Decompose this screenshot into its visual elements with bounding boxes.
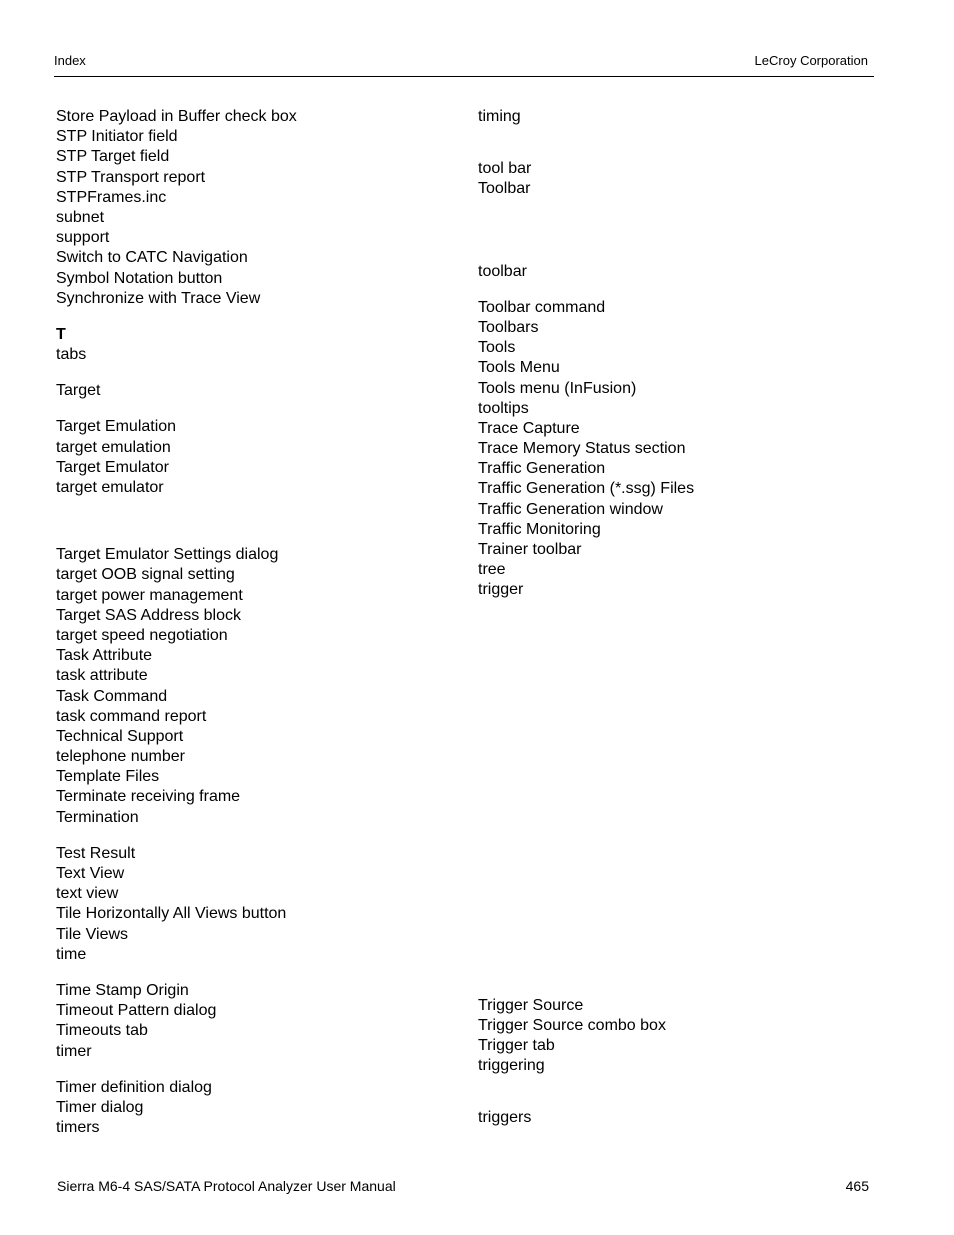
index-entry: target power management [56,586,243,604]
index-entry: Traffic Monitoring [478,520,601,538]
index-letter-heading: T [56,325,66,343]
index-entry: telephone number [56,748,185,766]
index-entry: Technical Support [56,727,184,745]
index-entry: timer [56,1042,92,1060]
index-entry: target emulator [56,479,164,496]
index-entry: Target SAS Address block [56,606,241,624]
index-entry: text view [56,885,119,903]
index-entry: target speed negotiation [56,626,228,644]
index-entry: Target [56,382,101,400]
index-column-left [56,107,466,1138]
index-entry: Trace Memory Status section [478,440,686,458]
index-entry: STP Target field [56,148,170,166]
index-entry: Timer dialog [56,1098,144,1116]
index-entry: Synchronize with Trace View [56,289,261,307]
index-entry: Trigger tab [478,1036,555,1054]
index-entry: Target Emulation [56,418,177,436]
header-divider [54,76,874,77]
index-entry: timers [56,1119,100,1137]
index-entry: triggering [478,1057,545,1075]
index-entry: Trainer toolbar [478,541,582,558]
index-column-right [478,107,888,1129]
index-entry: task attribute [56,667,148,685]
index-entry: Tools menu (InFusion) [478,379,637,397]
index-entry: Text View [56,865,125,882]
index-entry: Toolbar command [478,298,606,316]
index-entry: tabs [56,346,87,364]
index-entry: Task Command [56,687,168,705]
index-entry: Traffic Generation [478,460,606,478]
index-entry: Tools [478,339,516,357]
footer-manual-title: Sierra M6-4 SAS/SATA Protocol Analyzer User Manual [57,1178,396,1194]
index-entry: Trace Capture [478,419,580,437]
index-entry: Tools Menu [478,359,560,377]
index-entry: tool bar [478,160,532,178]
index-entry: Store Payload in Buffer check box [56,108,297,125]
index-entry: tree [478,561,506,579]
index-entry: Test Result [56,844,136,862]
index-entry: Timeouts tab [56,1022,148,1040]
index-entry: tooltips [478,399,529,417]
index-entry: time [56,945,87,963]
index-entry: STP Transport report [56,168,206,186]
index-entry: STP Initiator field [56,128,178,146]
index-entry: Toolbars [478,318,539,336]
index-entry: target OOB signal setting [56,566,235,584]
index-entry: Timer definition dialog [56,1078,212,1096]
index-entry: Traffic Generation window [478,500,663,518]
header-section-title: Index [54,53,86,68]
footer-page-number: 465 [845,1178,869,1194]
index-entry: Target Emulator [56,458,169,476]
index-entry: Switch to CATC Navigation [56,249,248,267]
index-entry: Target Emulator Settings dialog [56,546,279,564]
index-entry: target emulation [56,438,171,456]
index-entry: subnet [56,208,105,226]
index-entry: Terminate receiving frame [56,788,241,806]
header-company: LeCroy Corporation [754,53,868,68]
index-entry: Toolbar [478,180,531,198]
index-entry: Tile Views [56,925,129,943]
index-entry: timing [478,108,521,125]
index-entry: Termination [56,808,139,826]
index-entry: STPFrames.inc [56,188,167,206]
index-entry: Traffic Generation (*.ssg) Files [478,480,695,498]
index-entry: Task Attribute [56,647,153,665]
index-entry: toolbar [478,262,527,280]
index-entry: Symbol Notation button [56,269,223,287]
index-entry: Trigger Source [478,996,584,1014]
index-entry: triggers [478,1109,532,1127]
index-entry: trigger [478,581,524,599]
index-entry: Timeout Pattern dialog [56,1002,217,1020]
index-entry: support [56,229,110,247]
index-entry: task command report [56,707,207,725]
index-entry: Template Files [56,768,160,786]
index-entry: Trigger Source combo box [478,1016,666,1034]
index-entry: Tile Horizontally All Views button [56,905,287,923]
index-entry: Time Stamp Origin [56,981,189,999]
